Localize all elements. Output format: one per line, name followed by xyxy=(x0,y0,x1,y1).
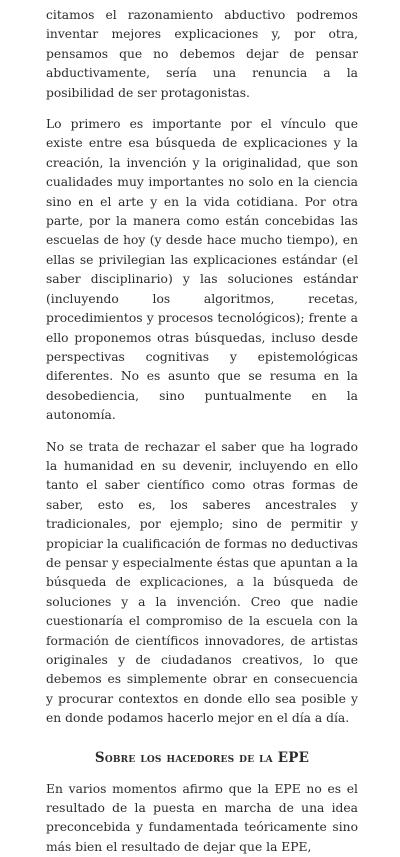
paragraph-1: citamos el razonamiento abductivo podremos inventar mejores explicaciones y, por otra, pensamos que no debemos dejar de pensar abductivamente, sería una renuncia a la posibilidad de ser protagonistas. xyxy=(46,8,358,100)
section-paragraph: En varios momentos afirmo que la EPE no es el resultado de la puesta en marcha de una idea preconcebida y fundamentada teóricamente sino más bien el resultado de dejar que la EPE, xyxy=(46,781,358,854)
paragraph-2: Lo primero es importante por el vínculo que existe entre esa búsqueda de explicaciones y la creación, la invención y la originalidad, que son cualidades muy importantes no solo en la ciencia sino en el arte y en la vida cotidiana. Por otra parte, por la manera como están concebidas las escuelas de hoy (y desde hace mucho tiempo), en ellas se privilegian las explicaciones estándar (el saber disciplinario) y las soluciones estándar (incluyendo los algoritmos, recetas, procedimientos y procesos tecnológicos); frente a ello proponemos otras búsquedas, incluso desde perspectivas cognitivas y epistemológicas diferentes. No es asunto que se resuma en la desobediencia, sino puntualmente en la autonomía. xyxy=(46,117,358,423)
paragraph-3: No se trata de rechazar el saber que ha logrado la humanidad en su devenir, incluyendo en ello tanto el saber científico como otras formas de saber, esto es, los saberes ancestrales y tradicionales, por ejemplo; sino de permitir y propiciar la cualificación de formas no deductivas de pensar y especialmente éstas que apuntan a la búsqueda de explicaciones, a la búsqueda de soluciones y a la invención. Creo que nadie cuestionaría el compromiso de la escuela con la formación de científicos innovadores, de artistas originales y de ciudadanos creativos, lo que debemos es simplemente obrar en consecuencia y procurar contextos en donde ello sea posible y en donde podamos hacerlo mejor en el día a día. xyxy=(46,439,358,726)
book-page xyxy=(46,6,358,857)
section-heading: Sobre los hacedores de la EPE xyxy=(94,749,310,766)
